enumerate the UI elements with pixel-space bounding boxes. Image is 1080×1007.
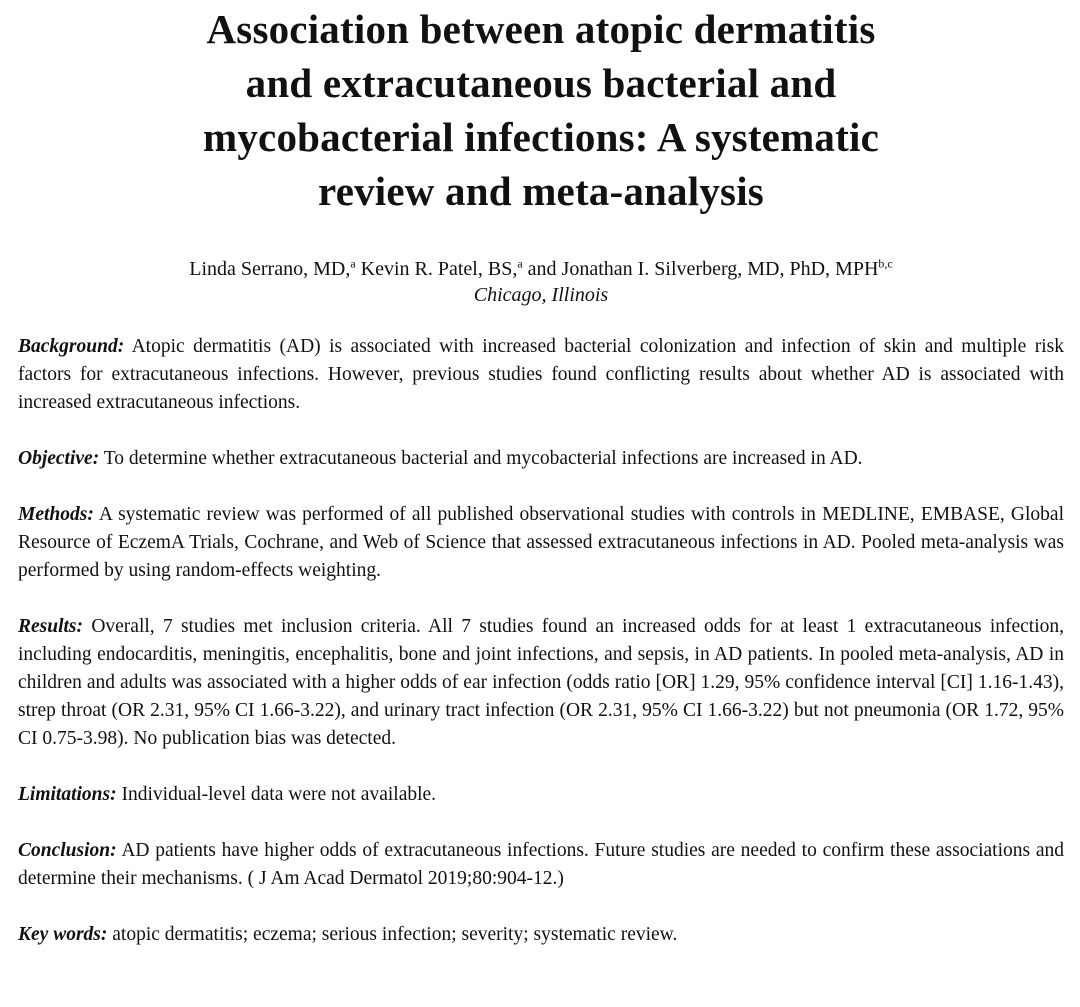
section-text: Overall, 7 studies met inclusion criteria. All 7 studies found an increased odds for at least 1 extracutaneous infection, including endocarditis, meningitis, encephalitis, bone and joint infections, and sepsis, in AD patients. In pooled meta-analysis, AD in children and adults was associated with a higher odds of ear infection (odds ratio [OR] 1.29, 95% confidence interval [CI] 1.16-1.43), strep throat (OR 2.31, 95% CI 1.66-3.22), and urinary tract infection (OR 2.31, 95% CI 1.66-3.22) but not pneumonia (OR 1.72, 95% CI 0.75-3.98). No publication bias was detected.: [18, 616, 1065, 749]
section-text: A systematic review was performed of all published observational studies with controls in MEDLINE, EMBASE, Global Resource of EczemA Trials, Cochrane, and Web of Science that assessed extracutaneous infections in AD. Pooled meta-analysis was performed by using random-effects weighting.: [18, 504, 1064, 581]
section-label: Methods:: [18, 504, 94, 525]
author-separator: and: [522, 258, 562, 280]
author-list: [18, 257, 1064, 281]
section-text: atopic dermatitis; eczema; serious infection; severity; systematic review.: [112, 924, 678, 945]
author-affiliation: a: [517, 256, 523, 271]
title-line: mycobacterial infections: A systematic: [203, 114, 879, 160]
abstract-keywords: [18, 921, 1064, 949]
author-name: Jonathan I. Silverberg, MD, PhD, MPH: [561, 258, 879, 280]
article-title: [18, 0, 1064, 218]
title-line: and extracutaneous bacterial and: [245, 60, 837, 106]
section-label: Results:: [18, 616, 84, 637]
author-name: Kevin R. Patel, BS,: [360, 258, 518, 280]
section-text: AD patients have higher odds of extracutaneous infections. Future studies are needed to confirm these associations and determine their mechanisms. ( J Am Acad Dermatol 2019;80:904-12.): [18, 840, 1064, 889]
title-line: Association between atopic dermatitis: [206, 6, 876, 52]
section-text: Individual-level data were not available.: [121, 784, 437, 805]
paper-page: [18, 0, 1064, 949]
abstract-background: [18, 333, 1064, 417]
abstract-conclusion: [18, 837, 1064, 893]
abstract-methods: [18, 501, 1064, 585]
section-label: Objective:: [18, 448, 100, 469]
author-location: Chicago, Illinois: [473, 284, 609, 306]
section-text: Atopic dermatitis (AD) is associated with increased bacterial colonization and infection of skin and multiple risk factors for extracutaneous infections. However, previous studies found conflicting results about whether AD is associated with increased extracutaneous infections.: [18, 336, 1064, 413]
author-affiliation: b,c: [878, 256, 893, 271]
section-label: Limitations:: [18, 784, 117, 805]
section-label: Background:: [18, 336, 125, 357]
author-affiliation: a: [350, 256, 356, 271]
abstract-limitations: [18, 781, 1064, 809]
section-text: To determine whether extracutaneous bacterial and mycobacterial infections are increased in AD.: [103, 448, 863, 469]
section-label: Key words:: [18, 924, 108, 945]
section-label: Conclusion:: [18, 840, 117, 861]
abstract-objective: [18, 445, 1064, 473]
author-name: Linda Serrano, MD,: [189, 258, 351, 280]
title-line: review and meta-analysis: [318, 168, 764, 214]
abstract: [18, 333, 1064, 949]
abstract-results: [18, 613, 1064, 753]
